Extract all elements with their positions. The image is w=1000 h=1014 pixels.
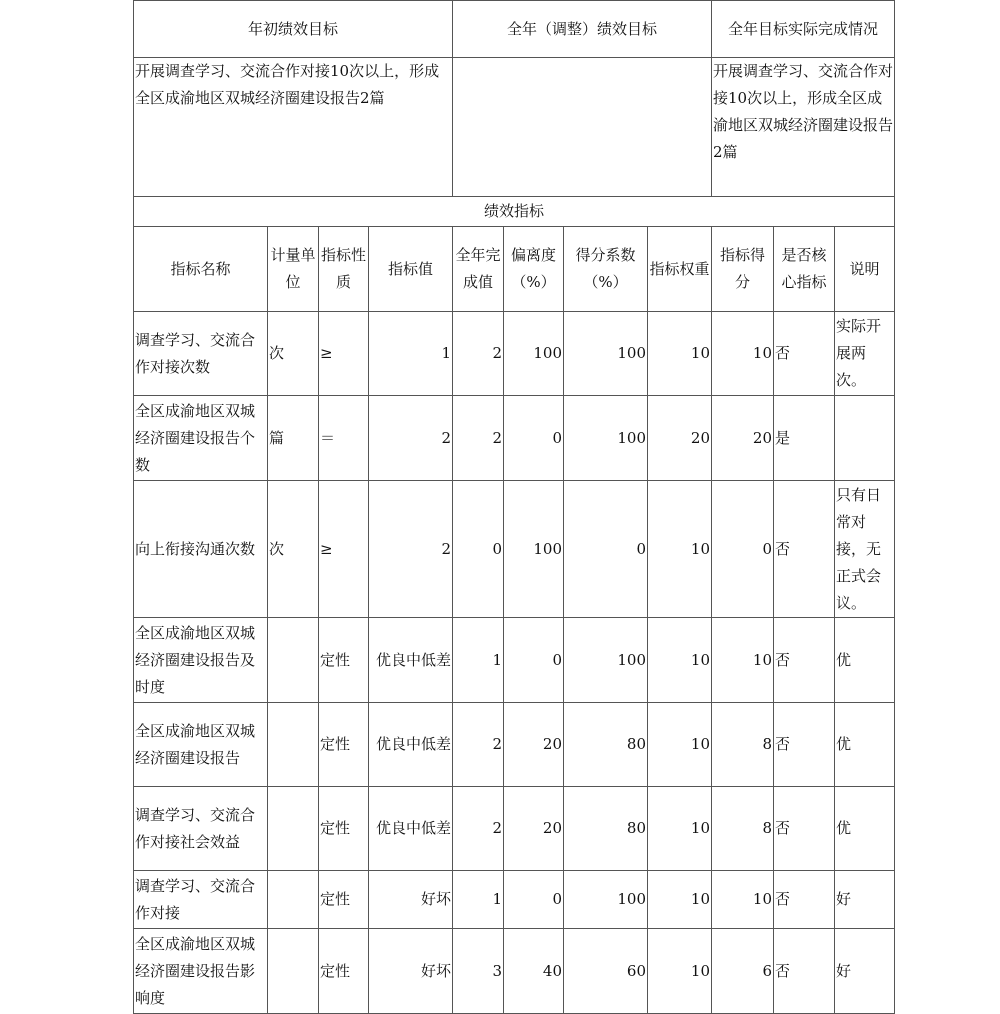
- table-cell: 8: [712, 703, 774, 787]
- table-cell: ＝: [319, 396, 369, 481]
- table-cell: 好坏: [369, 871, 453, 929]
- table-cell: 全区成渝地区双城经济圈建设报告影响度: [134, 929, 268, 1014]
- table-row: [134, 618, 895, 703]
- table-cell: 2: [453, 787, 504, 871]
- table-cell: [268, 929, 319, 1014]
- table-cell: 100: [564, 396, 648, 481]
- table-cell: 10: [712, 871, 774, 929]
- adjusted-goal-text: [453, 58, 712, 197]
- table-cell: 0: [564, 481, 648, 618]
- table-cell: 10: [648, 703, 712, 787]
- table-cell: 定性: [319, 787, 369, 871]
- table-cell: 40: [504, 929, 564, 1014]
- table-cell: 优: [835, 618, 895, 703]
- table-cell: 定性: [319, 618, 369, 703]
- table-cell: 篇: [268, 396, 319, 481]
- table-cell: 1: [453, 618, 504, 703]
- table-cell: 次: [268, 312, 319, 396]
- table-cell: 80: [564, 787, 648, 871]
- table-cell: 0: [504, 871, 564, 929]
- table-cell: 20: [648, 396, 712, 481]
- table-cell: 0: [453, 481, 504, 618]
- table-cell: 60: [564, 929, 648, 1014]
- table-row: [134, 929, 895, 1014]
- table-cell: ≥: [319, 481, 369, 618]
- table-row: [134, 787, 895, 871]
- actual-completion-text: 开展调查学习、交流合作对接10次以上，形成全区成渝地区双城经济圈建设报告2篇: [712, 58, 895, 197]
- table-cell: 100: [504, 481, 564, 618]
- table-cell: 优: [835, 703, 895, 787]
- table-cell: [268, 871, 319, 929]
- table-cell: 全区成渝地区双城经济圈建设报告个数: [134, 396, 268, 481]
- table-cell: 否: [774, 871, 835, 929]
- table-cell: 0: [504, 618, 564, 703]
- table-cell: 调查学习、交流合作对接社会效益: [134, 787, 268, 871]
- table-cell: 只有日常对接，无正式会议。: [835, 481, 895, 618]
- table-cell: 好: [835, 871, 895, 929]
- table-cell: 20: [504, 787, 564, 871]
- table-row: [134, 396, 895, 481]
- table-cell: [268, 618, 319, 703]
- table-cell: 定性: [319, 703, 369, 787]
- table-cell: 20: [712, 396, 774, 481]
- performance-table: [133, 0, 895, 1014]
- table-cell: 否: [774, 703, 835, 787]
- table-row: [134, 481, 895, 618]
- table-cell: 2: [453, 703, 504, 787]
- table-cell: 10: [648, 787, 712, 871]
- table-cell: 优良中低差: [369, 703, 453, 787]
- table-cell: 是: [774, 396, 835, 481]
- table-cell: [835, 396, 895, 481]
- table-cell: 1: [369, 312, 453, 396]
- table-cell: 100: [504, 312, 564, 396]
- column-header: 说明: [835, 227, 895, 312]
- table-cell: 全区成渝地区双城经济圈建设报告: [134, 703, 268, 787]
- column-header: 指标得分: [712, 227, 774, 312]
- table-cell: 好坏: [369, 929, 453, 1014]
- header-actual-completion: 全年目标实际完成情况: [712, 1, 895, 58]
- column-header: 偏离度（%）: [504, 227, 564, 312]
- table-cell: 定性: [319, 929, 369, 1014]
- table-cell: 10: [648, 929, 712, 1014]
- table-cell: 10: [648, 481, 712, 618]
- table-cell: 否: [774, 929, 835, 1014]
- table-cell: 否: [774, 787, 835, 871]
- header-adjusted-goal: 全年（调整）绩效目标: [453, 1, 712, 58]
- table-cell: 优良中低差: [369, 787, 453, 871]
- table-cell: 3: [453, 929, 504, 1014]
- table-cell: 2: [453, 396, 504, 481]
- table-cell: 100: [564, 871, 648, 929]
- table-cell: 优: [835, 787, 895, 871]
- table-cell: 6: [712, 929, 774, 1014]
- column-header: 全年完成值: [453, 227, 504, 312]
- column-header: 计量单位: [268, 227, 319, 312]
- table-cell: 10: [712, 618, 774, 703]
- table-row: [134, 312, 895, 396]
- table-cell: 2: [369, 481, 453, 618]
- initial-goal-text: 开展调查学习、交流合作对接10次以上，形成全区成渝地区双城经济圈建设报告2篇: [134, 58, 453, 197]
- column-header: 指标性质: [319, 227, 369, 312]
- table-cell: 全区成渝地区双城经济圈建设报告及时度: [134, 618, 268, 703]
- table-cell: 100: [564, 618, 648, 703]
- table-cell: 向上衔接沟通次数: [134, 481, 268, 618]
- table-cell: 实际开展两次。: [835, 312, 895, 396]
- table-cell: 定性: [319, 871, 369, 929]
- column-header: 指标值: [369, 227, 453, 312]
- table-cell: 2: [369, 396, 453, 481]
- table-cell: 0: [504, 396, 564, 481]
- table-cell: 10: [712, 312, 774, 396]
- column-header: 指标权重: [648, 227, 712, 312]
- table-cell: 10: [648, 312, 712, 396]
- table-cell: 调查学习、交流合作对接次数: [134, 312, 268, 396]
- table-cell: 10: [648, 618, 712, 703]
- column-header: 是否核心指标: [774, 227, 835, 312]
- table-cell: [268, 787, 319, 871]
- table-cell: 20: [504, 703, 564, 787]
- table-cell: 调查学习、交流合作对接: [134, 871, 268, 929]
- section-title: 绩效指标: [134, 197, 895, 227]
- table-cell: [268, 703, 319, 787]
- column-header: 指标名称: [134, 227, 268, 312]
- table-cell: 2: [453, 312, 504, 396]
- table-row: [134, 871, 895, 929]
- table-cell: 10: [648, 871, 712, 929]
- table-row: [134, 703, 895, 787]
- table-cell: 好: [835, 929, 895, 1014]
- table-cell: 优良中低差: [369, 618, 453, 703]
- table-cell: 否: [774, 312, 835, 396]
- table-cell: 否: [774, 618, 835, 703]
- table-cell: 8: [712, 787, 774, 871]
- table-cell: 次: [268, 481, 319, 618]
- table-cell: 否: [774, 481, 835, 618]
- table-cell: 0: [712, 481, 774, 618]
- header-initial-goal: 年初绩效目标: [134, 1, 453, 58]
- table-cell: 1: [453, 871, 504, 929]
- column-header: 得分系数（%）: [564, 227, 648, 312]
- table-cell: 100: [564, 312, 648, 396]
- table-cell: 80: [564, 703, 648, 787]
- table-cell: ≥: [319, 312, 369, 396]
